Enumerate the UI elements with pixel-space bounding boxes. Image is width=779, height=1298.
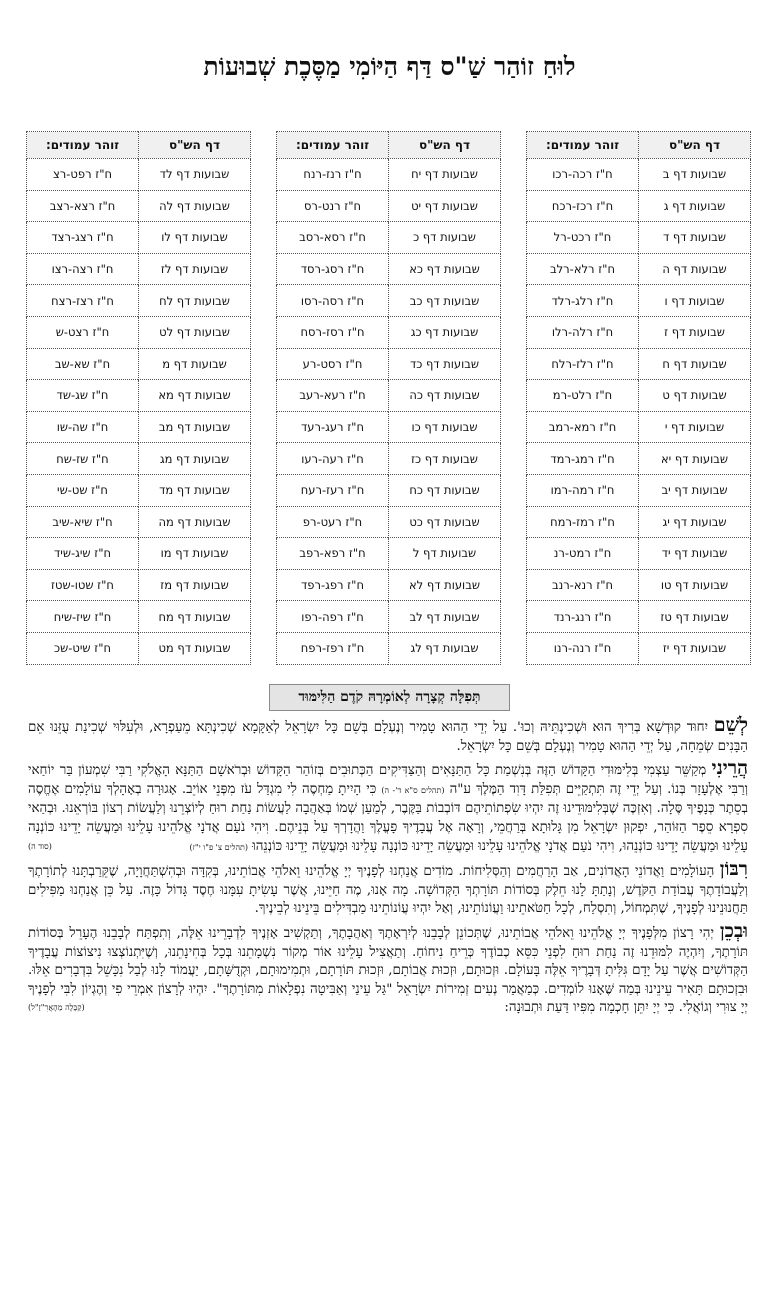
zohar-cell: ח"ז רלג-רלד xyxy=(527,285,639,317)
daf-cell: שבועות דף מ xyxy=(139,348,251,380)
daf-cell: שבועות דף יז xyxy=(639,632,751,664)
daf-cell: שבועות דף ג xyxy=(639,190,751,222)
table-row xyxy=(27,411,251,443)
table-row xyxy=(27,538,251,570)
daf-cell: שבועות דף יב xyxy=(639,474,751,506)
paragraph-text: מְקַשֵּׁר עַצְמִי בְּלִימּוּדִי הַקָּדוֹשׁ הַזֶּה בְּנִשְׁמַת כָּל הַתַּנָּאִים וְהַצַּדִּיקִים הַכְּתוּבִים בְּזוֹהַר הַקָּדוֹשׁ וּבְרֹאשָׁם הַתַּנָּא הָאֱלֹקִי רַבִּי שִׁמְעוֹן בַּר יוֹחַאי וְרַבִּי אֶלְעָזָר בְּנוֹ. וְעַל יְדֵי זֶה תִּתְקַיֵּים תְּפִלַּת דָּוִד הַמֶּלֶךְ ע"ה xyxy=(28,763,748,797)
zohar-cell: ח"ז רסא-רסב xyxy=(277,222,389,254)
zohar-cell: ח"ז רעא-רעב xyxy=(277,380,389,412)
zohar-cell: ח"ז שה-שו xyxy=(27,411,139,443)
zohar-cell: ח"ז רלה-רלו xyxy=(527,316,639,348)
table-row xyxy=(27,474,251,506)
zohar-cell: ח"ז רצה-רצו xyxy=(27,253,139,285)
zohar-cell: ח"ז שט-שי xyxy=(27,474,139,506)
source-reference: (תהלים ס"א ד'- ה) xyxy=(381,785,445,795)
daf-cell: שבועות דף יט xyxy=(389,190,501,222)
table-row xyxy=(527,253,751,285)
zohar-cell: ח"ז רעז-רעח xyxy=(277,474,389,506)
daf-cell: שבועות דף ה xyxy=(639,253,751,285)
table-row xyxy=(527,159,751,191)
daf-cell: שבועות דף כ xyxy=(389,222,501,254)
table-row xyxy=(27,601,251,633)
zohar-cell: ח"ז רסה-רסו xyxy=(277,285,389,317)
schedule-table-middle xyxy=(276,131,501,665)
daf-cell: שבועות דף יח xyxy=(389,159,501,191)
daf-cell: שבועות דף ט xyxy=(639,380,751,412)
table-row xyxy=(277,474,501,506)
zohar-cell: ח"ז רנא-רנב xyxy=(527,569,639,601)
table-row xyxy=(277,632,501,664)
daf-cell: שבועות דף מב xyxy=(139,411,251,443)
table-row xyxy=(27,316,251,348)
zohar-cell: ח"ז רנז-רנח xyxy=(277,159,389,191)
zohar-cell: ח"ז רכז-רכח xyxy=(527,190,639,222)
table-row xyxy=(527,443,751,475)
daf-cell: שבועות דף לג xyxy=(389,632,501,664)
table-row xyxy=(277,159,501,191)
zohar-cell: ח"ז רמא-רמב xyxy=(527,411,639,443)
zohar-cell: ח"ז רנה-רנו xyxy=(527,632,639,664)
daf-cell: שבועות דף מא xyxy=(139,380,251,412)
daf-cell: שבועות דף יד xyxy=(639,538,751,570)
table-row xyxy=(277,601,501,633)
zohar-cell: ח"ז רלא-רלב xyxy=(527,253,639,285)
daf-cell: שבועות דף מו xyxy=(139,538,251,570)
zohar-cell: ח"ז רסט-רע xyxy=(277,348,389,380)
zohar-cell: ח"ז רמט-רנ xyxy=(527,538,639,570)
zohar-cell: ח"ז רנט-רס xyxy=(277,190,389,222)
table-row xyxy=(277,348,501,380)
table-row xyxy=(27,348,251,380)
paragraph-text: יְהִי רָצוֹן מִלְּפָנֶיךָ יְיָ אֱלֹהֵינוּ וֵאלֹהֵי אֲבוֹתֵינוּ, שֶׁתְּכוֹנֵן לְבָבֵנוּ לְיִרְאָתֶךָ וְאַהֲבָתֶךָ, וְתַקְשִׁיב אָזְנֶיךָ לִדְבָרֵינוּ אֵלֶּה, וְתִפְתַּח לְבָבֵנוּ הֶעָרֵל בְּסוֹדוֹת תּוֹרָתֶךָ, וְיִהְיֶה לִמּוּדֵנוּ זֶה נַחַת רוּחַ לִפְנֵי כִּסֵּא כְבוֹדֶךָ כְּרֵיחַ נִיחוֹחַ. וְתַאֲצִיל עָלֵינוּ אוֹר מְקוֹר נִשְׁמָתֵנוּ בְּכָל בְּחִינָתֵנוּ, וְשֶׁיִּתְנוֹצְצוּ נִיצוֹצוֹת עֲבָדֶיךָ הַקְּדוֹשִׁים אֲשֶׁר עַל יָדָם גִּלִּיתָ דְּבָרֶיךָ אֵלֶּה בָּעוֹלָם. וּזְכוּתָם, וּזְכוּת אֲבוֹתָם, וּזְכוּת תּוֹרָתָם, וּתְמִימוּתָם, וּקְדֻשָּׁתָם, יַעֲמוֹד לָנוּ לְבַל נִכָּשֵׁל בִּדְבָרִים אֵלּוּ. וּבִזְכוּתָם תָּאִיר עֵינֵינוּ בְּמַה שֶּׁאָנוּ לוֹמְדִים. כְּמַאֲמַר נְעִים זְמִירוֹת יִשְׂרָאֵל "גַּל עֵינַי וְאַבִּיטָה נִפְלָאוֹת מִתּוֹרָתֶךָ". יִהְיוּ לְרָצוֹן אִמְרֵי פִי וְהֶגְיוֹן לִבִּי לְפָנֶיךָ יְיָ צוּרִי וְגוֹאֲלִי. כִּי יְיָ יִתֵּן חָכְמָה מִפִּיו דַּעַת וּתְבוּנָה: xyxy=(28,925,748,1016)
daf-cell: שבועות דף ד xyxy=(639,222,751,254)
zohar-cell: ח"ז רפז-רפח xyxy=(277,632,389,664)
paragraph-text: הָעוֹלָמִים וַאֲדוֹנֵי הָאֲדוֹנִים, אַב הָרַחֲמִים וְהַסְּלִיחוֹת. מוֹדִים אֲנַחְנוּ לְפָנֶיךָ יְיָ אֱלֹהֵינוּ וֵאלֹהֵי אֲבוֹתֵינוּ, בְּקִדָּה וּבְהִשְׁתַּחֲוָיָה, שֶׁקֵּרַבְתָּנוּ לְתוֹרָתֶךָ וְלַעֲבוֹדָתֶךָ עֲבוֹדַת הַקֹּדֶשׁ, וְנָתַתָּ לָנוּ חֵלֶק בְּסוֹדוֹת תּוֹרָתְךָ הַקְּדוֹשָׁה. מָה אָנוּ, מֶה חַיֵּינוּ, אֲשֶׁר עָשִׂיתָ עִמָּנוּ חֶסֶד גָּדוֹל כָּזֶה. עַל כֵּן אֲנַחְנוּ מַפִּילִים תַּחֲנוּנֵינוּ לְפָנֶיךָ, שֶׁתִּמְחוֹל, וְתִסְלַח, לְכָל חַטֹּאתֵינוּ וַעֲוֹנוֹתֵינוּ, וְאַל יִהְיוּ עֲוֹנוֹתֵינוּ מַבְדִּילִים בֵּינֵינוּ לְבֵינֶיךָ. xyxy=(28,864,748,917)
paragraph-text: יִחוּד קוּדְשָׁא בְּרִיךְ הוּא וּשְׁכִינְתֵּיהּ וְכוּ'. עַל יְדֵי הַהוּא טָמִיר וְנֶעְלָם בְּשֵׁם כָּל יִשְׂרָאֵל לְאַקָּמָא שְׁכִינְתָּא מֵעַפְרָא, וּלְעִלּוּי שְׁכִינַת עֻזֵּנוּ אֵם הַבָּנִים שְׂמֵחָה, עַל יְדֵי הַהוּא טָמִיר וְנֶעְלָם בְּשֵׁם כָּל יִשְׂרָאֵל. xyxy=(28,720,748,754)
table-row xyxy=(527,538,751,570)
table-row xyxy=(527,569,751,601)
table-row xyxy=(527,316,751,348)
daf-cell: שבועות דף ו xyxy=(639,285,751,317)
zohar-cell: ח"ז רפט-רצ xyxy=(27,159,139,191)
prayer-paragraph xyxy=(28,759,748,857)
daf-cell: שבועות דף ח xyxy=(639,348,751,380)
daf-cell: שבועות דף מח xyxy=(139,601,251,633)
daf-cell: שבועות דף כה xyxy=(389,380,501,412)
table-row xyxy=(527,380,751,412)
table-row xyxy=(27,380,251,412)
daf-cell: שבועות דף כג xyxy=(389,316,501,348)
header-daf: דף הש"ס xyxy=(139,132,251,159)
table-row xyxy=(527,411,751,443)
daf-cell: שבועות דף מז xyxy=(139,569,251,601)
daf-cell: שבועות דף לח xyxy=(139,285,251,317)
zohar-cell: ח"ז רפא-רפב xyxy=(277,538,389,570)
paragraph-opener: הֲרֵינִי xyxy=(711,757,748,780)
daf-cell: שבועות דף יא xyxy=(639,443,751,475)
table-row xyxy=(277,506,501,538)
zohar-cell: ח"ז רנג-רנד xyxy=(527,601,639,633)
daf-cell: שבועות דף לט xyxy=(139,316,251,348)
daf-cell: שבועות דף מט xyxy=(139,632,251,664)
zohar-cell: ח"ז רמג-רמד xyxy=(527,443,639,475)
table-row xyxy=(27,632,251,664)
zohar-cell: ח"ז שטו-שטז xyxy=(27,569,139,601)
header-zohar: זוהר עמודים: xyxy=(527,132,639,159)
zohar-cell: ח"ז רלז-רלח xyxy=(527,348,639,380)
zohar-cell: ח"ז שיג-שיד xyxy=(27,538,139,570)
zohar-cell: ח"ז רפג-רפד xyxy=(277,569,389,601)
zohar-cell: ח"ז רעג-רעד xyxy=(277,411,389,443)
table-row xyxy=(277,538,501,570)
daf-cell: שבועות דף ב xyxy=(639,159,751,191)
daf-cell: שבועות דף כז xyxy=(389,443,501,475)
table-row xyxy=(27,443,251,475)
daf-cell: שבועות דף טז xyxy=(639,601,751,633)
zohar-cell: ח"ז רכט-רל xyxy=(527,222,639,254)
daf-cell: שבועות דף יג xyxy=(639,506,751,538)
zohar-cell: ח"ז רעה-רעו xyxy=(277,443,389,475)
zohar-cell: ח"ז רלט-רמ xyxy=(527,380,639,412)
paragraph-text: כִּי הָיִיתָ מַחְסֶה לִי מִגְדַּל עֹז מִפְּנֵי אוֹיֵב. אָגוּרָה בְאָהָלְךָ עוֹלָמִים אֶחֱסֶה בְסֵתֶר כְּנָפֶיךָ סֶּלָה. וְאִזְכֶּה שֶׁבְּלִימּוּדֵינוּ זֶה יִהְיוּ שִׂפְתוֹתֵיהֶם דּוֹבְבוֹת בַּקֶּבֶר, לְמַעַן שְׁמוֹ בְּאַהֲבָה לַעֲשׂוֹת נַחַת רוּחַ לְיוֹצְרֵנוּ וְלַעֲשׂוֹת רְצוֹן בּוֹרְאֵנוּ. וּבְהַאי סִפְרָא סֵפֶר הַזּוֹהַר, יִפְקוּן יִשְׂרָאֵל מִן גָּלוּתָא בְּרַחֲמֵי, וְרָאָה אֶל עֲבָדֶיךָ פָעֳלֶךָ וַהֲדָרְךָ עַל בְּנֵיהֶם. וִיהִי נֹעַם אֲדֹנָי אֱלֹהֵינוּ עָלֵינוּ וּמַעֲשֵׂה יָדֵינוּ כּוֹנְנָה עָלֵינוּ וּמַעֲשֵׂה יָדֵינוּ כּוֹנְנֵהוּ, וִיהִי נֹעַם אֲדֹנָי אֱלֹהֵינוּ עָלֵינוּ וּמַעֲשֵׂה יָדֵינוּ כּוֹנְנָה עָלֵינוּ וּמַעֲשֵׂה יָדֵינוּ כּוֹנְנֵהוּ xyxy=(28,781,748,854)
table-row xyxy=(277,569,501,601)
daf-cell: שבועות דף ל xyxy=(389,538,501,570)
zohar-cell: ח"ז רצג-רצד xyxy=(27,222,139,254)
daf-cell: שבועות דף מד xyxy=(139,474,251,506)
daf-cell: שבועות דף לב xyxy=(389,601,501,633)
schedule-table-right xyxy=(526,131,751,665)
daf-cell: שבועות דף כא xyxy=(389,253,501,285)
table-row xyxy=(277,285,501,317)
daf-cell: שבועות דף כח xyxy=(389,474,501,506)
page-title: לוּחַ זוֹהַר שַׁ"ס דַּף הַיּוֹמִי מַסֶּכֶת שְׁבוּעוֹת xyxy=(203,52,576,81)
zohar-cell: ח"ז שא-שב xyxy=(27,348,139,380)
daf-cell: שבועות דף לו xyxy=(139,222,251,254)
table-row xyxy=(527,506,751,538)
header-zohar: זוהר עמודים: xyxy=(27,132,139,159)
zohar-cell: ח"ז שיז-שיח xyxy=(27,601,139,633)
source-reference: (תהלים צ' פ"ו י"ז) xyxy=(189,842,249,852)
daf-cell: שבועות דף מג xyxy=(139,443,251,475)
table-row xyxy=(27,159,251,191)
header-daf: דף הש"ס xyxy=(639,132,751,159)
paragraph-opener: רִבּוֹן xyxy=(719,858,748,881)
daf-cell: שבועות דף י xyxy=(639,411,751,443)
zohar-cell: ח"ז רצא-רצב xyxy=(27,190,139,222)
daf-cell: שבועות דף כט xyxy=(389,506,501,538)
table-row xyxy=(27,190,251,222)
table-row xyxy=(527,285,751,317)
zohar-cell: ח"ז רמה-רמו xyxy=(527,474,639,506)
table-row xyxy=(27,253,251,285)
paragraph-opener: וּבְכֵן xyxy=(719,919,748,942)
daf-cell: שבועות דף לה xyxy=(139,190,251,222)
table-row xyxy=(277,253,501,285)
table-row xyxy=(27,506,251,538)
daf-cell: שבועות דף כו xyxy=(389,411,501,443)
table-row xyxy=(27,569,251,601)
zohar-cell: ח"ז רפה-רפו xyxy=(277,601,389,633)
daf-yomi-schedule xyxy=(26,131,751,663)
prayer-heading: תְּפִלָּה קְצָרָה לְאוֹמְרָהּ קֹדֶם הַלִּימּוּד xyxy=(269,684,509,711)
table-row xyxy=(527,190,751,222)
table-row xyxy=(277,222,501,254)
schedule-table-left xyxy=(26,131,251,665)
zohar-cell: ח"ז רכה-רכו xyxy=(527,159,639,191)
zohar-cell: ח"ז רצז-רצח xyxy=(27,285,139,317)
paragraph-opener: לְשֵׁם xyxy=(713,714,748,736)
daf-cell: שבועות דף לד xyxy=(139,159,251,191)
zohar-cell: ח"ז רסג-רסד xyxy=(277,253,389,285)
daf-cell: שבועות דף ז xyxy=(639,316,751,348)
table-row xyxy=(277,380,501,412)
source-reference: (סוד ה) xyxy=(28,841,52,851)
table-row xyxy=(277,443,501,475)
table-row xyxy=(277,316,501,348)
zohar-cell: ח"ז רצט-ש xyxy=(27,316,139,348)
daf-cell: שבועות דף כד xyxy=(389,348,501,380)
prayer-paragraph xyxy=(28,716,748,756)
daf-cell: שבועות דף טו xyxy=(639,569,751,601)
table-row xyxy=(527,222,751,254)
daf-cell: שבועות דף כב xyxy=(389,285,501,317)
source-reference: (קַבָּלָה מֵהָאֲרִ"זַ"ל) xyxy=(28,1003,85,1013)
daf-cell: שבועות דף לז xyxy=(139,253,251,285)
zohar-cell: ח"ז רעט-רפ xyxy=(277,506,389,538)
header-daf: דף הש"ס xyxy=(389,132,501,159)
header-zohar: זוהר עמודים: xyxy=(277,132,389,159)
prayer-paragraph xyxy=(28,919,748,1018)
table-row xyxy=(527,474,751,506)
table-row xyxy=(277,411,501,443)
table-row xyxy=(277,190,501,222)
table-row xyxy=(527,632,751,664)
zohar-cell: ח"ז רסז-רסח xyxy=(277,316,389,348)
zohar-cell: ח"ז שג-שד xyxy=(27,380,139,412)
prayer-paragraph xyxy=(28,860,748,919)
daf-cell: שבועות דף מה xyxy=(139,506,251,538)
prayer-text xyxy=(28,716,748,1021)
table-row xyxy=(27,285,251,317)
daf-cell: שבועות דף לא xyxy=(389,569,501,601)
zohar-cell: ח"ז רמז-רמח xyxy=(527,506,639,538)
table-row xyxy=(527,348,751,380)
zohar-cell: ח"ז שיט-שכ xyxy=(27,632,139,664)
zohar-cell: ח"ז שז-שח xyxy=(27,443,139,475)
table-row xyxy=(527,601,751,633)
table-row xyxy=(27,222,251,254)
zohar-cell: ח"ז שיא-שיב xyxy=(27,506,139,538)
